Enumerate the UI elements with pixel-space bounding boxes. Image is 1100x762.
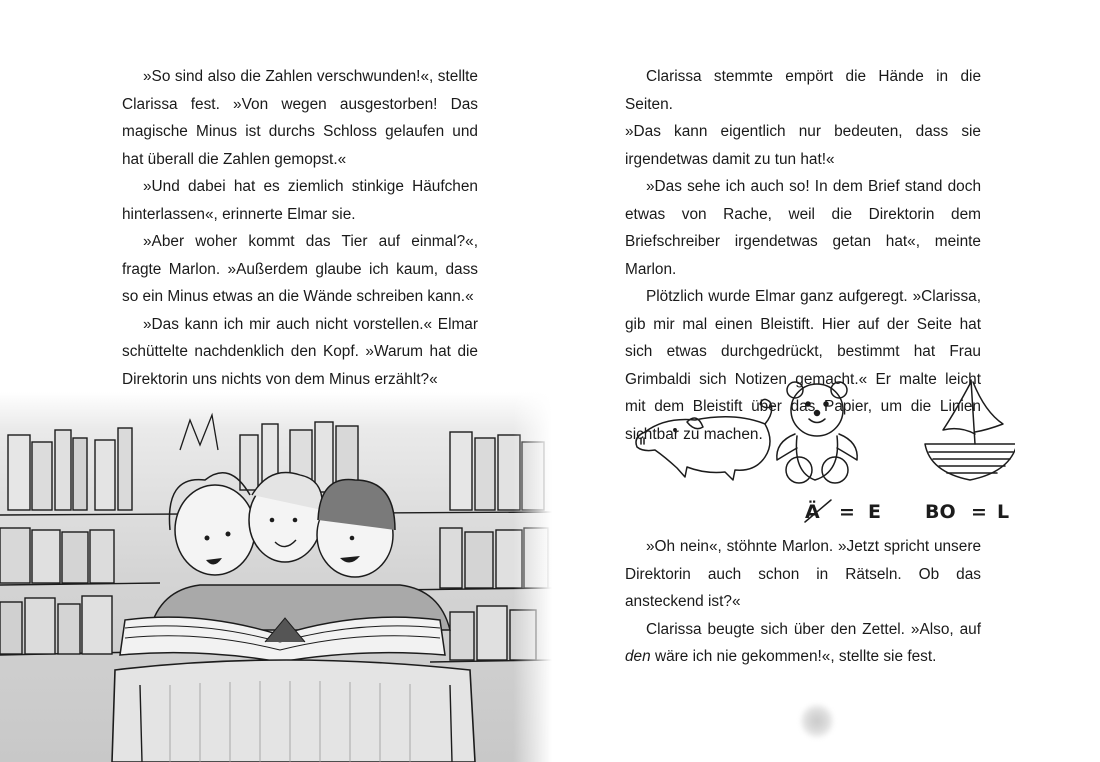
rebus-clue-1-replacement: E — [868, 501, 881, 523]
right-page-text-top — [625, 63, 981, 448]
rebus-clue-2-letters: BO — [925, 501, 956, 523]
emphasized-word: den — [625, 648, 651, 665]
paragraph: »Aber woher kommt das Tier auf einmal?«, fragte Marlon. »Außerdem glaube ich kaum, dass so ein Minus etwas an die Wände schreiben kann.« — [122, 233, 478, 305]
ink-smudge — [800, 703, 834, 739]
paragraph: Plötzlich wurde Elmar ganz aufgeregt. »Clarissa, gib mir mal einen Bleistift. Hier auf der Seite hat sich etwas durchgedrückt, bestimmt hat Frau Grimbaldi sich Notizen gemacht.« Er malte leicht mit dem Bleistift über das Papier, um die Linien sichtbar zu machen. — [625, 288, 981, 443]
rebus-clue-2-equals: = — [971, 501, 987, 523]
rebus-clue-2-replacement: L — [997, 501, 1010, 523]
paragraph-text: Clarissa beugte sich über den Zettel. »Also, auf — [646, 620, 981, 638]
paragraph: »Das kann ich mir auch nicht vorstellen.« Elmar schüttelte nachdenklich den Kopf. »Warum hat die Direktorin uns nichts von dem Minus erzählt?« — [122, 315, 478, 388]
rebus-clue-1-equals: = — [839, 501, 855, 523]
paragraph: Clarissa stemmte empört die Hände in die Seiten. — [625, 68, 981, 113]
paragraph: »Das kann eigentlich nur bedeuten, dass sie irgendetwas damit zu tun hat!« — [625, 123, 981, 168]
paragraph — [625, 616, 981, 671]
paragraph: »Oh nein«, stöhnte Marlon. »Jetzt spricht unsere Direktorin auch schon in Rätseln. Ob das ansteckend ist?« — [625, 538, 981, 610]
right-page-text-bottom — [625, 533, 981, 671]
left-page-text — [122, 63, 478, 393]
paragraph: »So sind also die Zahlen verschwunden!«, stellte Clarissa fest. »Von wegen ausgestorben! Das magische Minus ist durchs Schloss gelaufen und hat überall die Zahlen gemopst.« — [122, 68, 478, 168]
paragraph: »Und dabei hat es ziemlich stinkige Häufchen hinterlassen«, erinnerte Elmar sie. — [122, 178, 478, 223]
paragraph-text: wäre ich nie gekommen!«, stellte sie fest. — [650, 648, 937, 665]
paragraph: »Das sehe ich auch so! In dem Brief stand doch etwas von Rache, weil die Direktorin dem Briefschreiber irgendetwas getan hat«, meinte Marlon. — [625, 178, 981, 278]
rebus-clue-1-letter: Ä — [805, 501, 820, 523]
library-illustration — [0, 392, 552, 762]
